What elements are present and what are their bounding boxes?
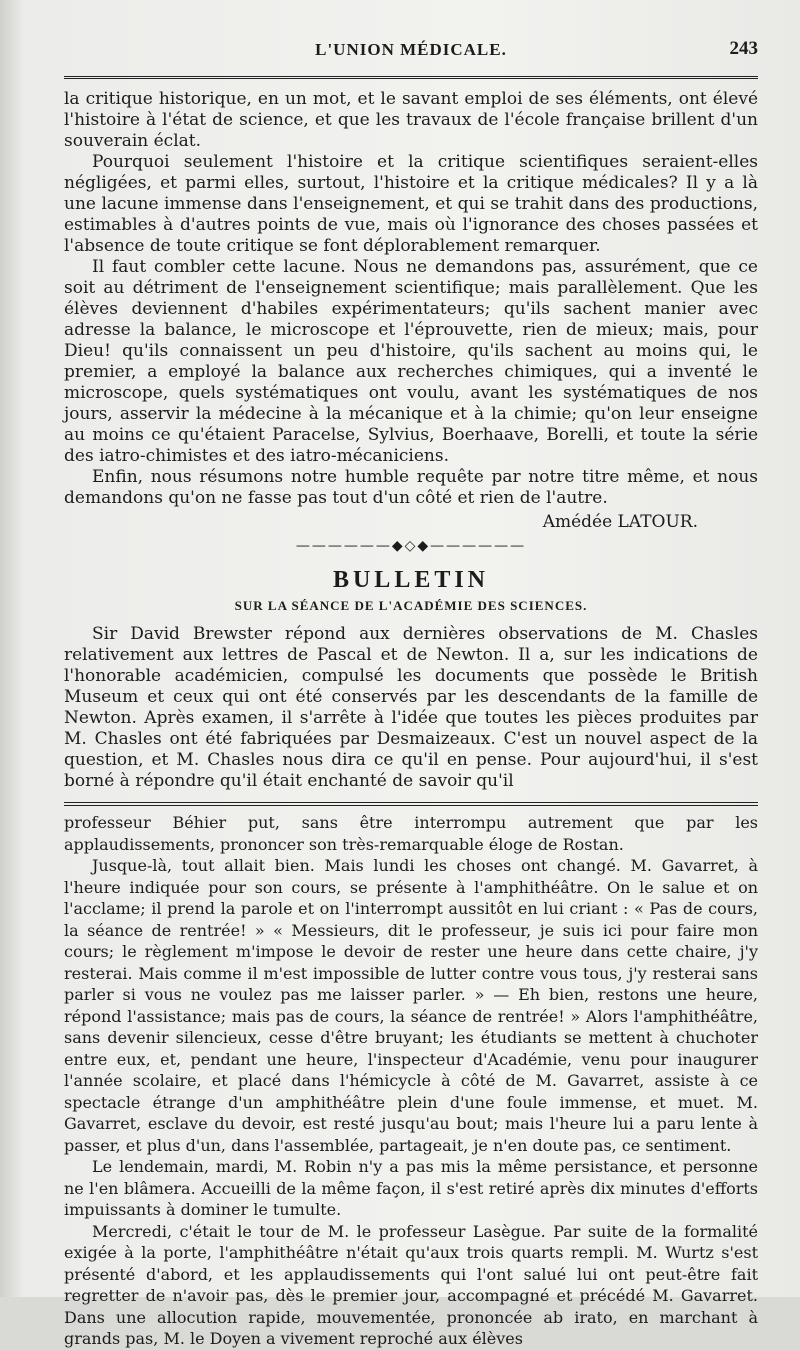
feuilleton-paragraph-1: professeur Béhier put, sans être interrompu autrement que par les applaudissements, prononcer son très-remarquable éloge de Rostan.: [64, 813, 758, 854]
article-paragraph-4: Enfin, nous résumons notre humble requête par notre titre même, et nous demandons qu'on ne fasse pas tout d'un côté et rien de l'autre.: [64, 467, 758, 508]
article-section: [64, 89, 758, 533]
bulletin-subheading: SUR LA SÉANCE DE L'ACADÉMIE DES SCIENCES.: [234, 598, 588, 613]
feuilleton-paragraph-3: Le lendemain, mardi, M. Robin n'y a pas mis la même persistance, et personne ne l'en blâmera. Accueilli de la même façon, il s'est retiré après dix minutes d'efforts impuissants à dominer le tumulte.: [64, 1157, 758, 1219]
feuilleton-paragraph-2: Jusque-là, tout allait bien. Mais lundi les choses ont changé. M. Gavarret, à l'heure indiquée pour son cours, se présente à l'amphithéâtre. On le salue et on l'acclame; il prend la parole et on l'interrompt aussitôt en lui criant : « Pas de cours, la séance de rentrée! » « Messieurs, dit le professeur, je suis ici pour faire mon cours; le règlement m'impose le devoir de rester une heure dans cette chaire, j'y resterai. Mais comme il m'est impossible de lutter contre vous tous, j'y resterai sans parler si vous ne voulez pas me laisser parler. » — Eh bien, restons une heure, répond l'assistance; mais pas de cours, la séance de rentrée! » Alors l'amphithéâtre, sans devenir silencieux, cesse d'être bruyant; les étudiants se mettent à chuchoter entre eux, et, pendant une heure, l'inspecteur d'Académie, venu pour inaugurer l'année scolaire, et placé dans l'hémicycle à côté de M. Gavarret, assiste à ce spectacle étrange d'un amphithéâtre plein d'une foule immense, et muet. M. Gavarret, esclave du devoir, est resté jusqu'au bout; mais l'heure lui a paru lente à passer, et plus d'un, dans l'assemblée, partageait, je n'en doute pas, ce sentiment.: [64, 856, 758, 1155]
article-paragraph-2: Pourquoi seulement l'histoire et la critique scientifiques seraient-elles négligées, et parmi elles, surtout, l'histoire et la critique médicales? Il y a là une lacune immense dans l'enseignement, et qui se trahit dans des productions, estimables à d'autres points de vue, mais où l'ignorance des choses passées et l'absence de toute critique se font déplorablement remarquer.: [64, 152, 758, 256]
feuilleton-paragraph-4: Mercredi, c'était le tour de M. le professeur Lasègue. Par suite de la formalité exigée à la porte, l'amphithéâtre n'était qu'aux trois quarts rempli. M. Wurtz s'est présenté d'abord, et les applaudissements qui l'ont salué lui ont peut-être fait regretter de n'avoir pas, dès le premier jour, accompagné et précédé M. Gavarret. Dans une allocution rapide, mouvementée, prononcée ab irato, en marchant à grands pas, M. le Doyen a vivement reproché aux élèves: [64, 1221, 758, 1348]
feuilleton-separator: [64, 802, 758, 806]
bulletin-section: [64, 567, 758, 792]
header-rule: [64, 76, 758, 79]
bulletin-paragraph-1: Sir David Brewster répond aux dernières observations de M. Chasles relativement aux lettres de Pascal et de Newton. Il a, sur les indications de l'honorable académicien, compulsé les documents que possède le British Museum et ceux qui ont été conservés par les descendants de la famille de Newton. Après examen, il s'arrête à l'idée que toutes les pièces produites par M. Chasles ont été fabriquées par Desmaizeaux. C'est un nouvel aspect de la question, et M. Chasles nous dira ce qu'il en pense. Pour aujourd'hui, il s'est borné à répondre qu'il était enchanté de savoir qu'il: [64, 624, 758, 791]
ornamental-divider: ——————◆◇◆——————: [295, 538, 527, 554]
running-header: [64, 34, 758, 64]
article-paragraph-3: Il faut combler cette lacune. Nous ne demandons pas, assurément, que ce soit au détriment de l'enseignement scientifique; mais parallèlement. Que les élèves deviennent d'habiles expérimentateurs; qu'ils sachent manier avec adresse la balance, le microscope et l'éprouvette, rien de mieux; mais, pour Dieu! qu'ils connaissent un peu d'histoire, qu'ils sachent au moins qui, le premier, a employé la balance aux recherches chimiques, qui a inventé le microscope, quels systématiques ont voulu, avant les systématiques de nos jours, asservir la médecine à la mécanique et à la chimie; qu'on leur enseigne au moins ce qu'étaient Paracelse, Sylvius, Boerhaave, Borelli, et toute la série des iatro-chimistes et des iatro-mécaniciens.: [64, 257, 758, 466]
bulletin-heading: BULLETIN: [332, 567, 490, 593]
feuilleton-section: [64, 812, 758, 1350]
journal-title: L'UNION MÉDICALE.: [315, 40, 507, 59]
page-number: 243: [729, 38, 758, 59]
author-signature: Amédée LATOUR.: [542, 512, 698, 532]
article-paragraph-1: la critique historique, en un mot, et le savant emploi de ses éléments, ont élevé l'histoire à l'état de science, et que les travaux de l'école française brillent d'un souverain éclat.: [64, 89, 758, 151]
